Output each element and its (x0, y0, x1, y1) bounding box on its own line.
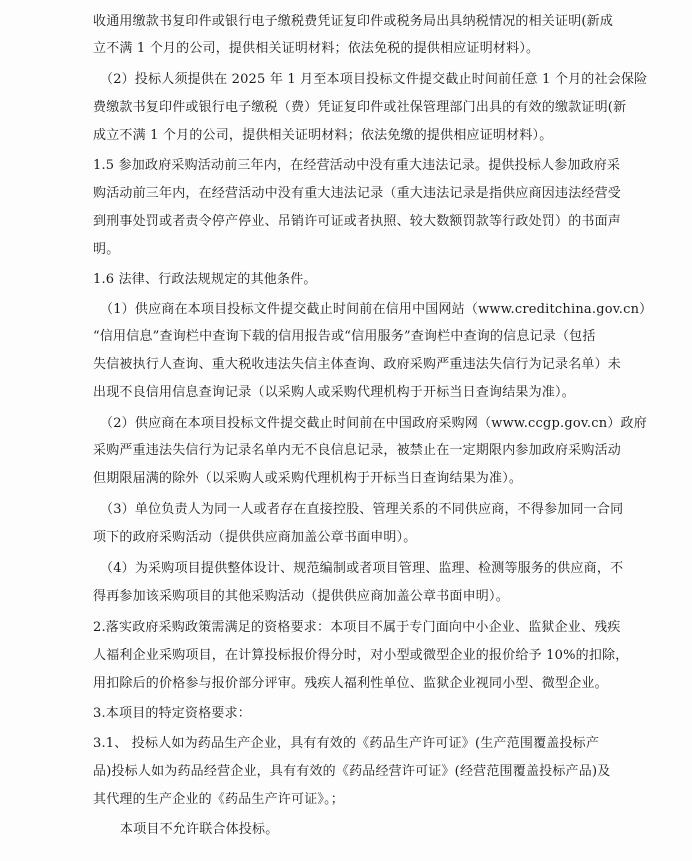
item-1-line-1: （1）供应商在本项目投标文件提交截止时间前在信用中国网站（www.creditchina.gov.cn） (100, 302, 653, 317)
section-1-6-heading: 1.6 法律、行政法规规定的其他条件。 (93, 272, 317, 287)
para-2-line-3: 成立不满 1 个月的公司，提供相关证明材料；依法免缴的提供相应证明材料）。 (93, 128, 553, 143)
para-1-1-line-1: 收通用缴款书复印件或银行电子缴税费凭证复印件或税务局出具纳税情况的相关证明(新成 (93, 14, 614, 29)
section-1-5-line-4: 明。 (93, 242, 120, 257)
para-1-1-line-2: 立不满 1 个月的公司，提供相关证明材料；依法免税的提供相应证明材料）。 (93, 41, 540, 56)
section-3-1-line-2: 品)投标人如为药品经营企业，具有有效的《药品经营许可证》(经营范围覆盖投标产品)及 (93, 764, 611, 779)
item-1-line-3: 失信被执行人查询、重大税收违法失信主体查询、政府采购严重违法失信行为记录名单）未 (93, 357, 622, 372)
section-3-1-line-1: 3.1、 投标人如为药品生产企业，具有有效的《药品生产许可证》(生产范围覆盖投标产 (93, 736, 600, 751)
section-2-line-1: 2.落实政府采购政策需满足的资格要求：本项目不属于专门面向中小企业、监狱企业、残疾 (93, 620, 621, 635)
section-2-line-3: 用扣除后的价格参与报价部分评审。残疾人福利性单位、监狱企业视同小型、微型企业。 (93, 676, 608, 691)
para-2-line-1: （2）投标人须提供在 2025 年 1 月至本项目投标文件提交截止时间前任意 1 个月的社会保险 (100, 72, 648, 87)
section-1-5-line-2: 购活动前三年内，在经营活动中没有重大违法记录（重大违法记录是指供应商因违法经营受 (93, 186, 622, 201)
item-4-line-1: （4）为采购项目提供整体设计、规范编制或者项目管理、监理、检测等服务的供应商，不 (100, 561, 624, 576)
section-1-5-line-1: 1.5 参加政府采购活动前三年内，在经营活动中没有重大违法记录。提供投标人参加政府采 (93, 158, 621, 173)
item-2-line-2: 采购严重违法失信行为记录名单内无不良信息记录，被禁止在一定期限内参加政府采购活动 (93, 443, 622, 458)
item-4-line-2: 得再参加该采购项目的其他采购活动（提供供应商加盖公章书面申明）。 (93, 589, 509, 604)
item-1-line-4: 出现不良信用信息查询记录（以采购人或采购代理机构于开标当日查询结果为准）。 (93, 385, 575, 400)
item-1-line-2: “信用信息”查询栏中查询下载的信用报告或“信用服务”查询栏中查询的信息记录（包括 (93, 329, 596, 344)
section-3-1-line-3: 其代理的生产企业的《药品生产许可证》。； (93, 792, 345, 807)
section-3-heading: 3.本项目的特定资格要求： (93, 706, 252, 721)
item-2-line-3: 但期限届满的除外（以采购人或采购代理机构于开标当日查询结果为准）。 (93, 471, 523, 486)
consortium-note: 本项目不允许联合体投标。 (120, 822, 279, 837)
para-2-line-2: 费缴款书复印件或银行电子缴税（费）凭证复印件或社保管理部门出具的有效的缴款证明(新 (93, 100, 627, 115)
item-3-line-2: 项下的政府采购活动（提供供应商加盖公章书面申明）。 (93, 530, 417, 545)
section-1-5-line-3: 到刑事处罚或者责令停产停业、吊销许可证或者执照、较大数额罚款等行政处罚）的书面声 (93, 214, 622, 229)
section-2-line-2: 人福利企业采购项目，在计算投标报价得分时，对小型或微型企业的报价给予 10%的扣除， (93, 648, 629, 663)
item-3-line-1: （3）单位负责人为同一人或者存在直接控股、管理关系的不同供应商，不得参加同一合同 (100, 502, 624, 517)
item-2-line-1: （2）供应商在本项目投标文件提交截止时间前在中国政府采购网（www.ccgp.gov.cn）政府 (100, 416, 647, 431)
